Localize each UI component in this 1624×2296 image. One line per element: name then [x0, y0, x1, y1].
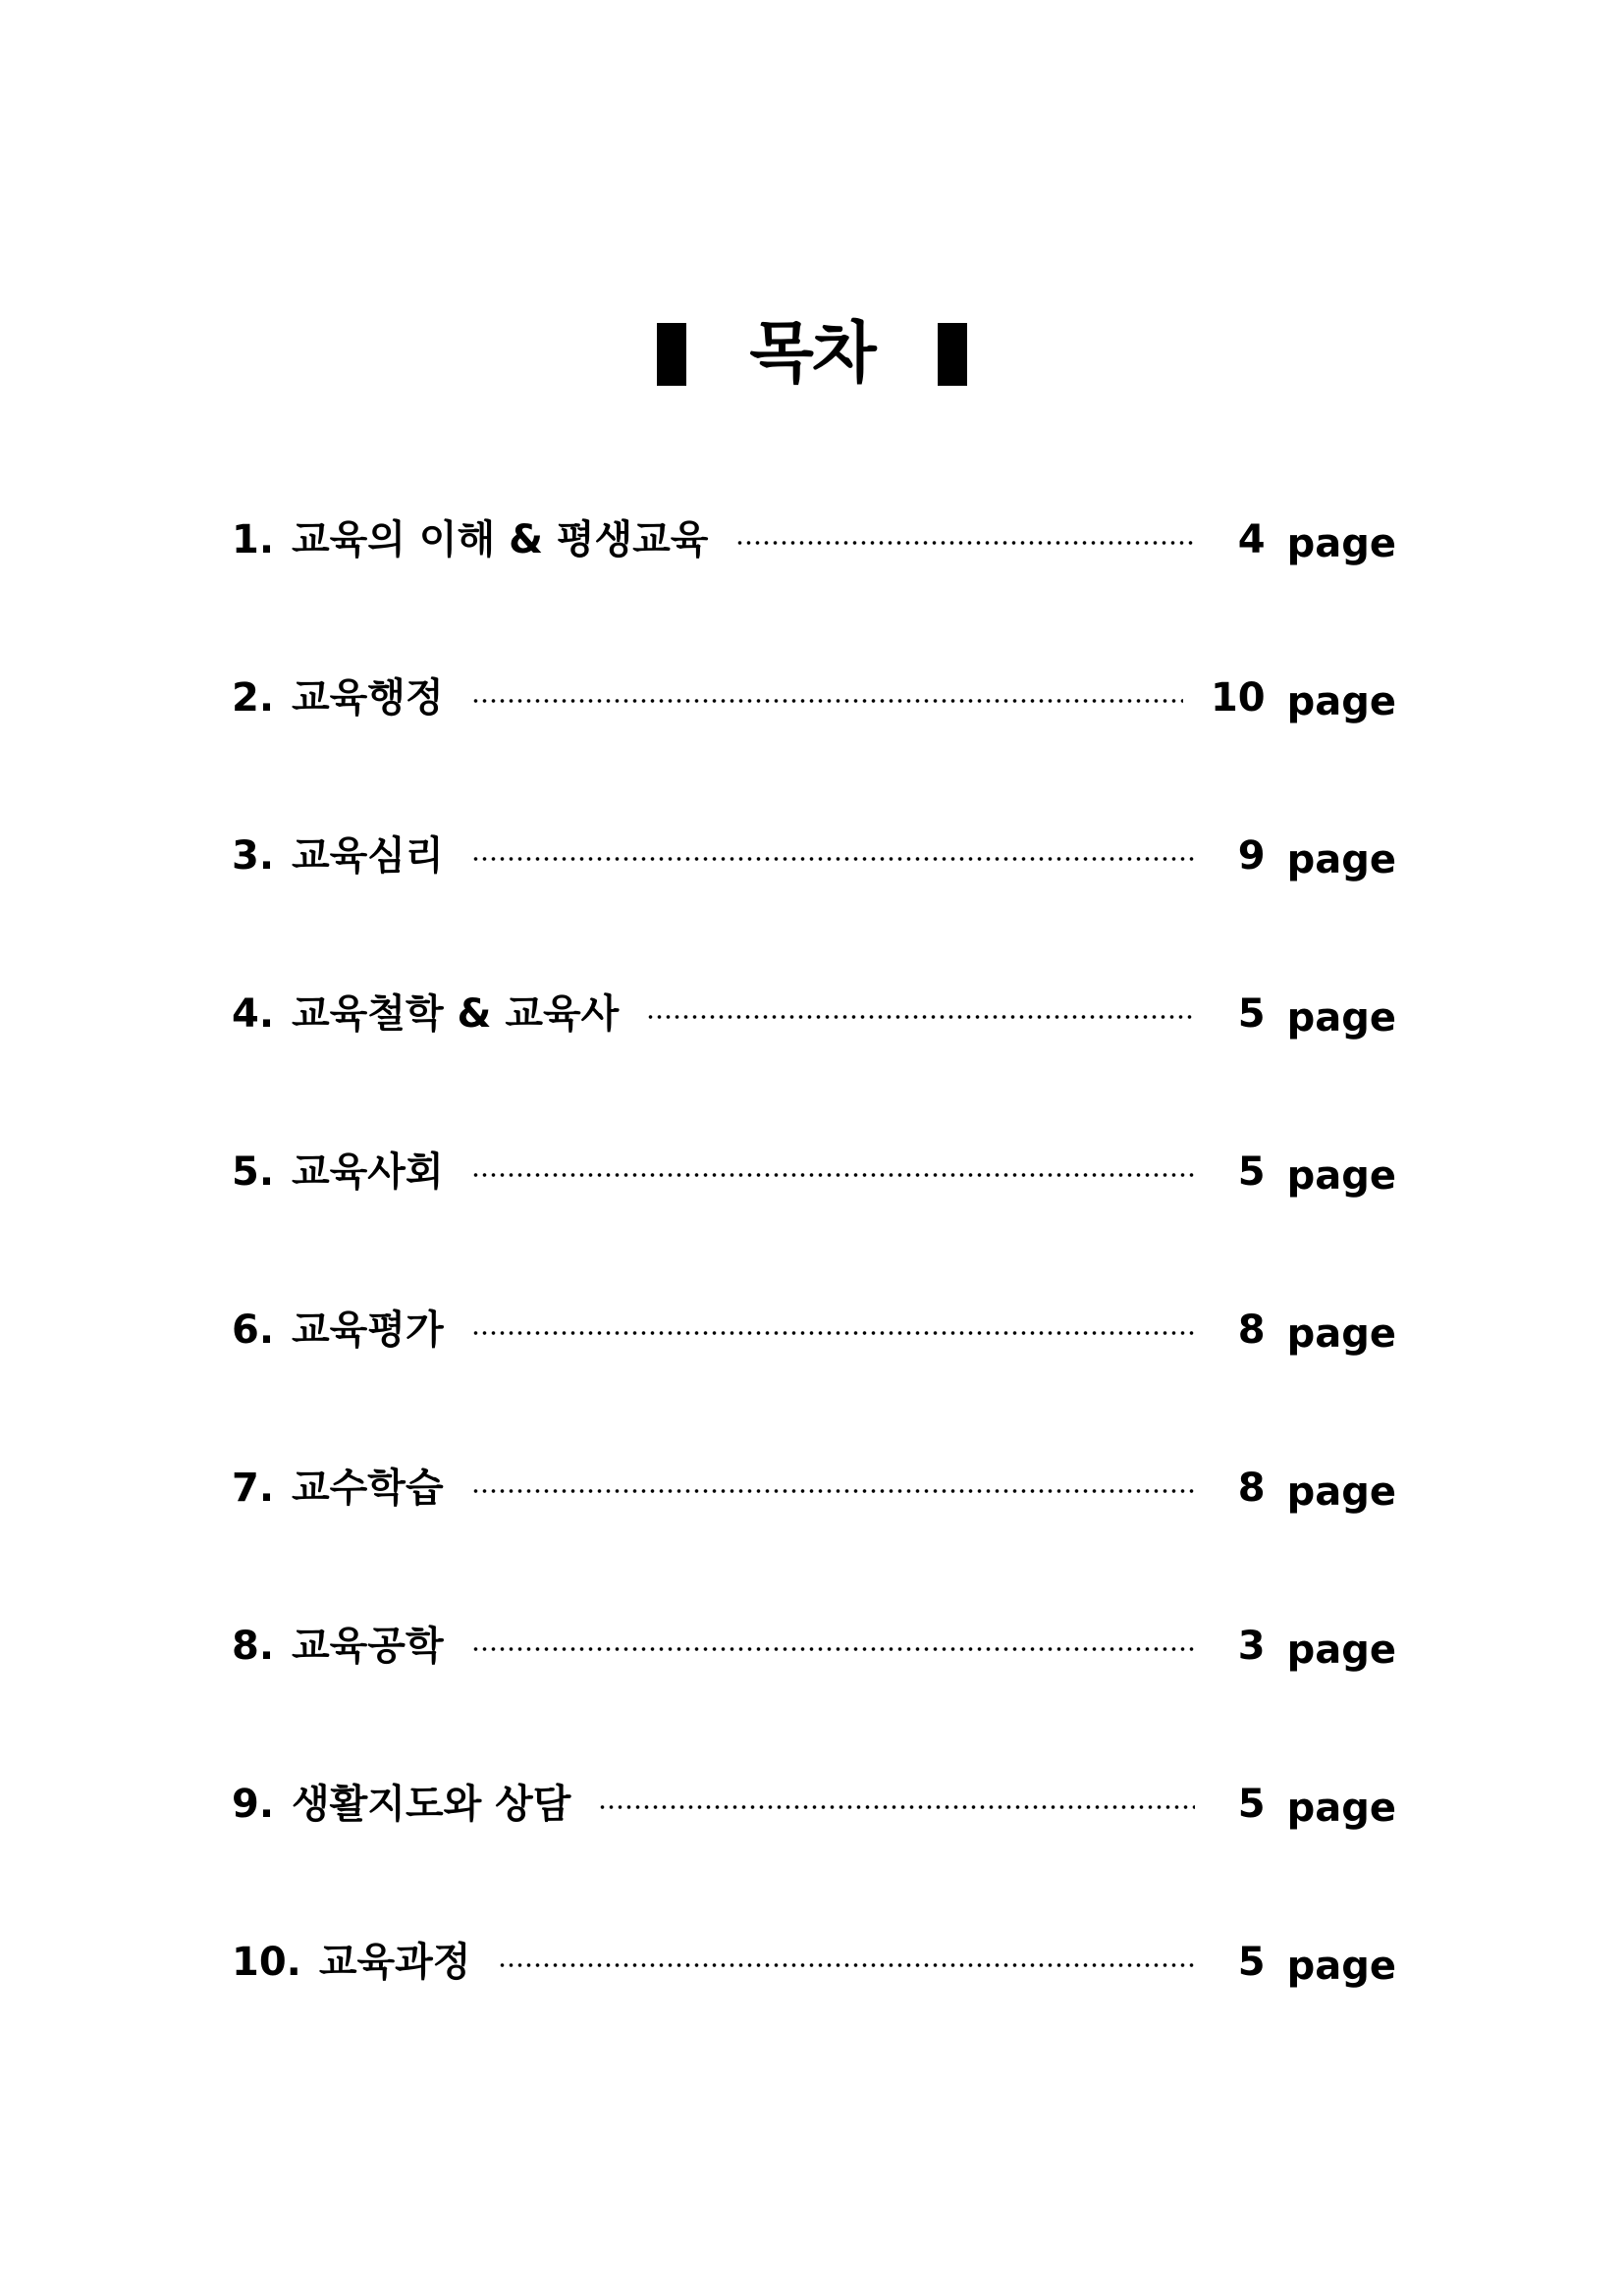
toc-dot-leader	[471, 1301, 1195, 1360]
toc-entry-number: 1.	[232, 517, 275, 562]
toc-entry-page: 8	[1237, 1308, 1266, 1353]
toc-entry-page: 3	[1237, 1624, 1266, 1669]
toc-entry	[232, 1617, 1396, 1775]
toc-entry-page-unit: page	[1286, 1628, 1396, 1673]
toc-entry-label: 교육행정	[292, 675, 444, 721]
toc-entry-number: 10.	[232, 1940, 301, 1985]
title-right-bar-icon	[938, 323, 967, 386]
toc-entry-number: 7.	[232, 1466, 275, 1511]
toc-entry-page-unit: page	[1286, 1311, 1396, 1357]
toc-dot-leader	[471, 1143, 1195, 1201]
toc-entry-label: 생활지도와 상담	[292, 1782, 571, 1827]
toc-entry-label: 교수학습	[292, 1466, 444, 1511]
toc-entry-number: 3.	[232, 833, 275, 879]
toc-entry-page: 5	[1237, 991, 1266, 1037]
toc-entry-label: 교육과정	[318, 1940, 471, 1985]
toc-entry-page: 5	[1237, 1940, 1266, 1985]
toc-entry-number: 4.	[232, 991, 275, 1037]
toc-entry	[232, 985, 1396, 1143]
toc-dot-leader	[646, 985, 1194, 1043]
toc-entry-label: 교육심리	[292, 833, 444, 879]
toc-entry-page: 9	[1237, 833, 1266, 879]
page-title: 목차	[749, 315, 875, 393]
page-title-row	[0, 312, 1624, 397]
toc-dot-leader	[735, 510, 1194, 569]
toc-dot-leader	[471, 1459, 1195, 1518]
toc-entry-page-unit: page	[1286, 995, 1396, 1041]
toc-entry	[232, 1143, 1396, 1301]
toc-entry-number: 6.	[232, 1308, 275, 1353]
toc-entry-page-unit: page	[1286, 1786, 1396, 1831]
toc-entry-page-unit: page	[1286, 679, 1396, 724]
toc-entry-label: 교육사회	[292, 1149, 444, 1195]
toc-entry-label: 교육공학	[292, 1624, 444, 1669]
toc-dot-leader	[471, 827, 1195, 885]
toc-entry-number: 5.	[232, 1149, 275, 1195]
toc-entry-page-unit: page	[1286, 837, 1396, 882]
toc-entry-page: 8	[1237, 1466, 1266, 1511]
toc-entry-page: 10	[1210, 675, 1266, 721]
toc-entry-number: 2.	[232, 675, 275, 721]
toc-entry	[232, 827, 1396, 985]
toc-entry	[232, 668, 1396, 827]
toc-entry-page-unit: page	[1286, 1944, 1396, 1989]
toc-dot-leader	[598, 1775, 1194, 1834]
toc-entry-number: 8.	[232, 1624, 275, 1669]
title-left-bar-icon	[657, 323, 686, 386]
toc-entry	[232, 510, 1396, 668]
toc-entry	[232, 1459, 1396, 1617]
toc-entry-page-unit: page	[1286, 1153, 1396, 1199]
toc-entry	[232, 1933, 1396, 2091]
toc-entry-page-unit: page	[1286, 1469, 1396, 1515]
table-of-contents	[232, 510, 1396, 2091]
toc-dot-leader	[498, 1933, 1194, 1992]
toc-entry-label: 교육평가	[292, 1308, 444, 1353]
toc-entry-page-unit: page	[1286, 521, 1396, 566]
toc-dot-leader	[471, 668, 1183, 727]
toc-entry	[232, 1775, 1396, 1933]
toc-entry-page: 5	[1237, 1782, 1266, 1827]
toc-entry-page: 5	[1237, 1149, 1266, 1195]
toc-entry-label: 교육철학 & 교육사	[292, 991, 620, 1037]
toc-entry-page: 4	[1237, 517, 1266, 562]
toc-entry-label: 교육의 이해 & 평생교육	[292, 517, 709, 562]
toc-dot-leader	[471, 1617, 1195, 1676]
toc-entry	[232, 1301, 1396, 1459]
toc-entry-number: 9.	[232, 1782, 275, 1827]
